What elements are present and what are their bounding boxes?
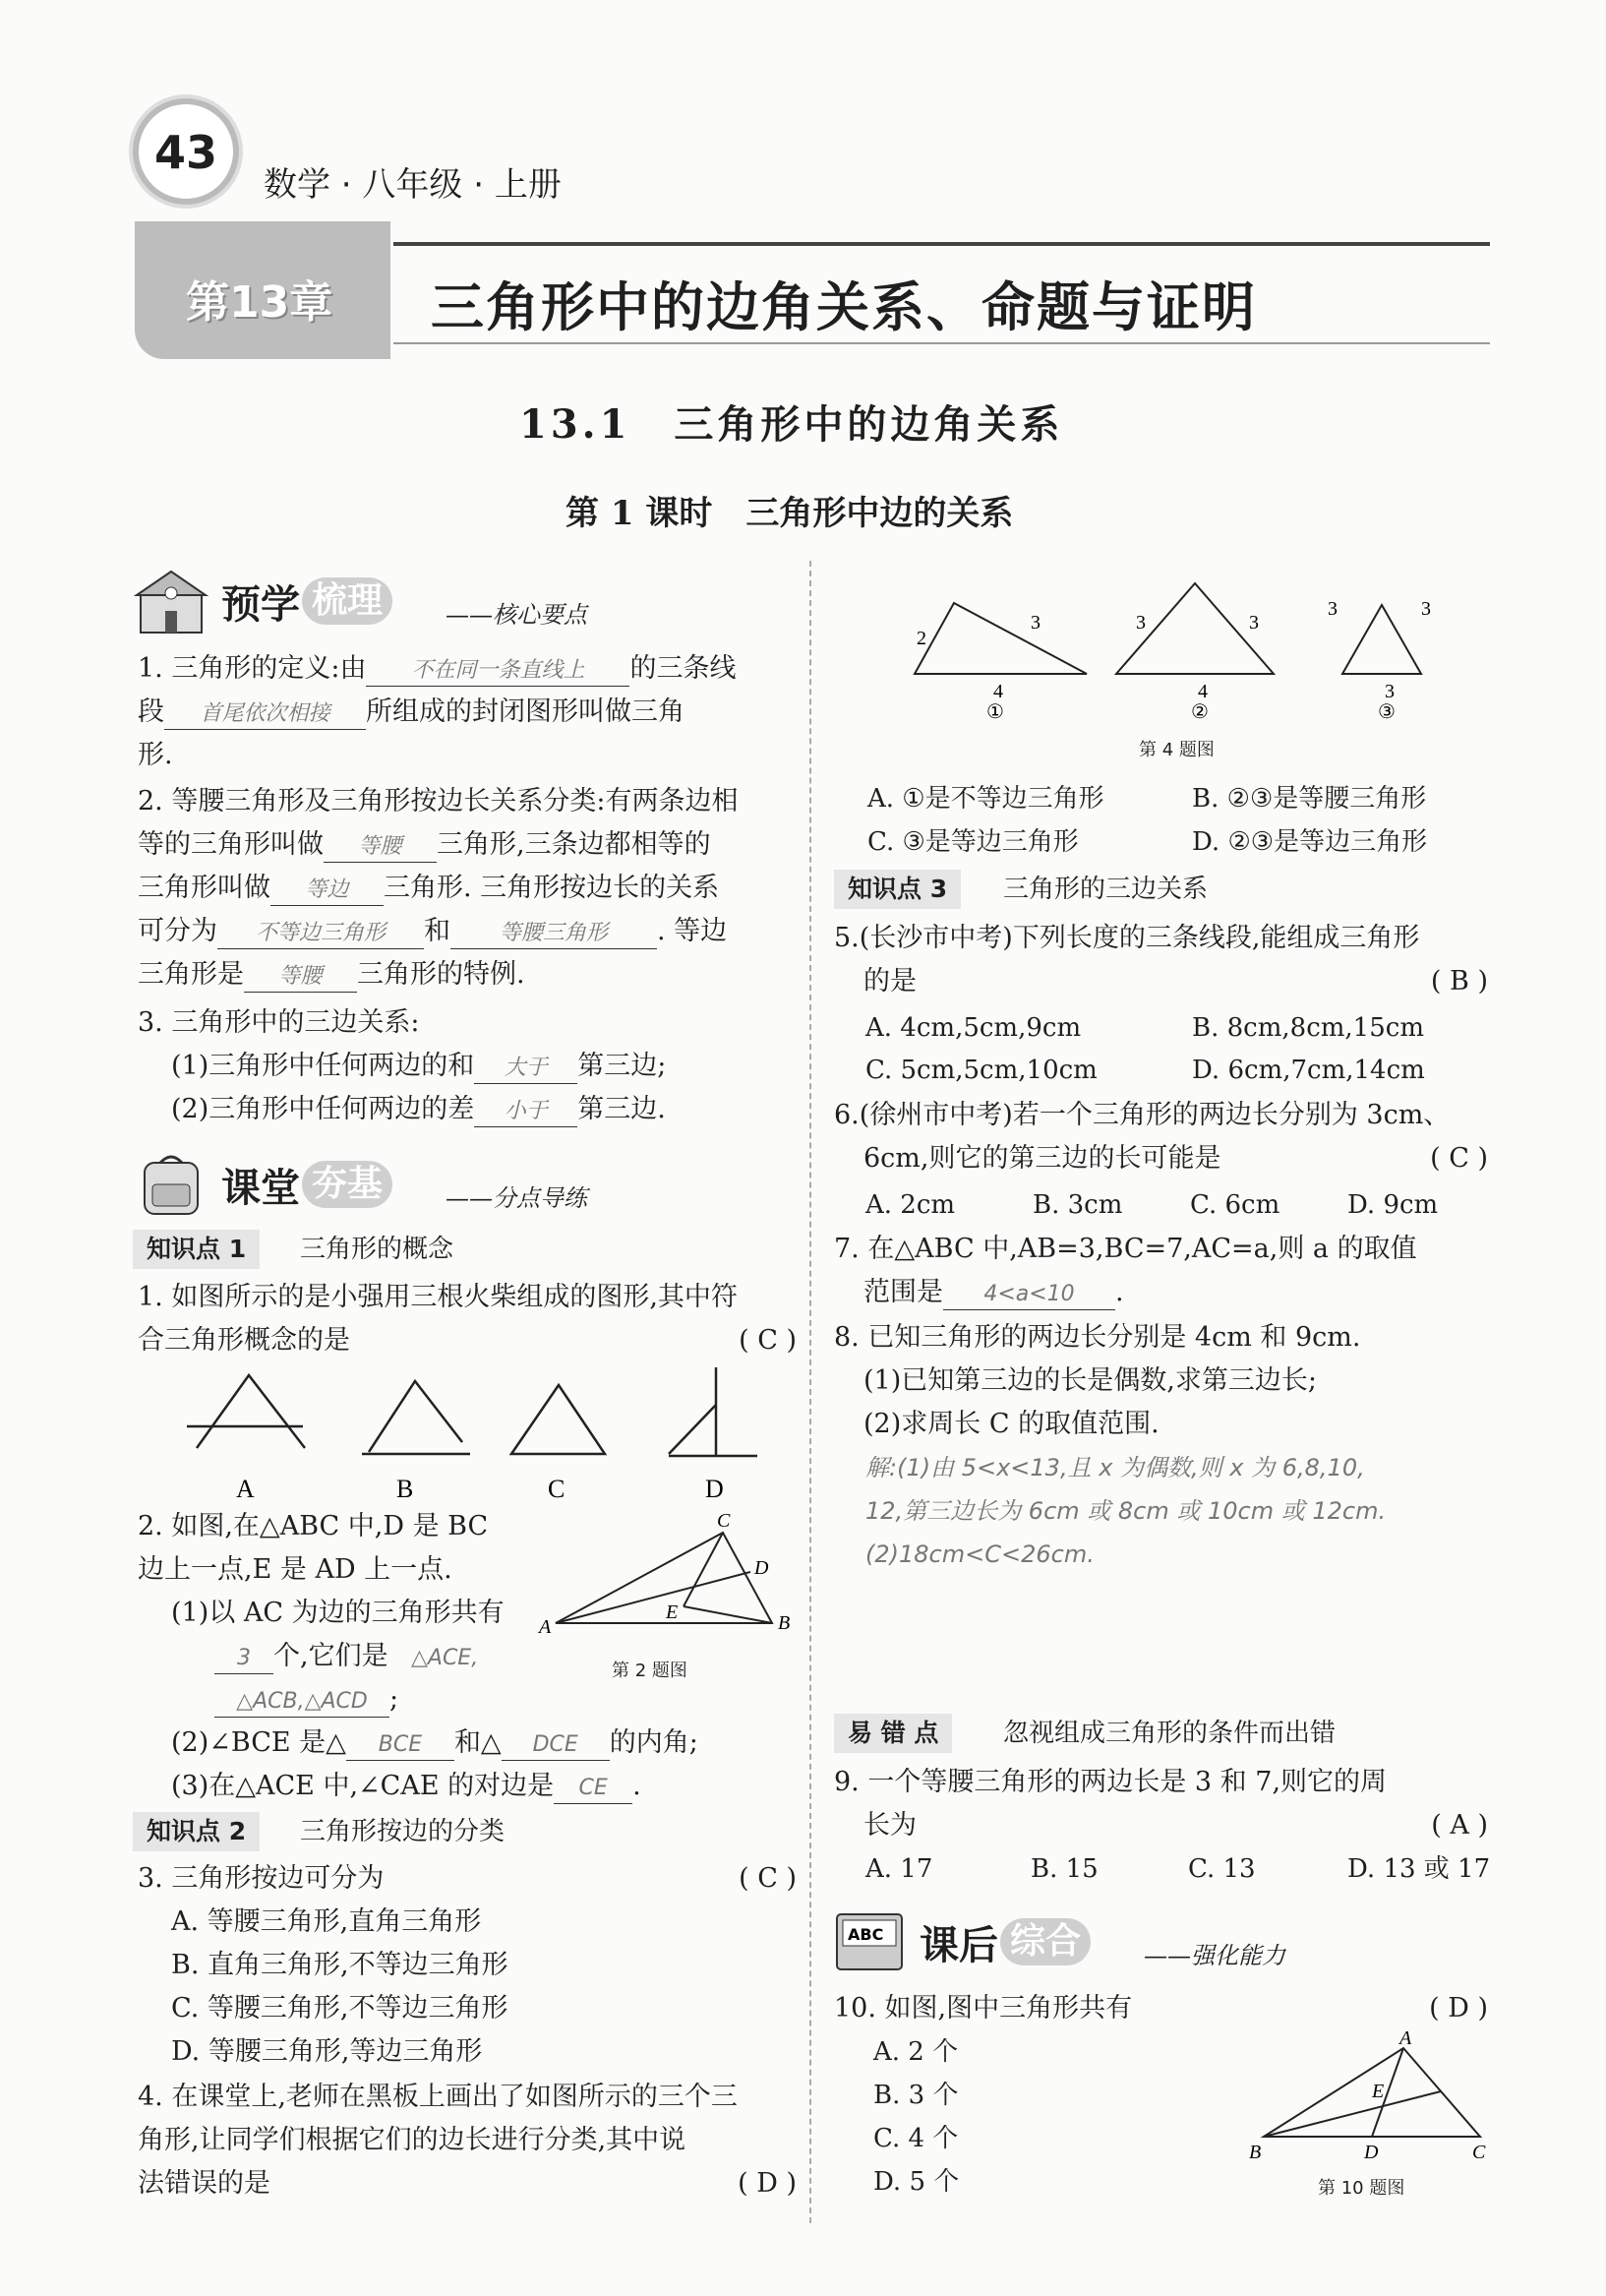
question-1: 1. 如图所示的是小强用三根火柴组成的图形,其中符 合三角形概念的是 ( C ) bbox=[138, 1282, 797, 1356]
question-9: 9. 一个等腰三角形的两边长是 3 和 7,则它的周 长为 ( A ) bbox=[834, 1767, 1488, 1841]
svg-text:3: 3 bbox=[1328, 598, 1338, 620]
pre-q3: 3. 三角形中的三边关系: (1)三角形中任何两边的和 大于 第三边; (2)三角形中任何两边的差 小于 第三边. bbox=[138, 1001, 797, 1131]
knowledge-point-2-title: 三角形按边的分类 bbox=[300, 1817, 506, 1846]
page-badge bbox=[133, 98, 239, 205]
pre-q2: 2. 等腰三角形及三角形按边长关系分类:有两条边相 等的三角形叫做 等腰 三角形,三条边都相等的 三角形叫做 等边 三角形. 三角形按边长的关系 可分为 不等边三角形 和 等腰三角形 . 等边 三角形是 等腰 三角形的特例. bbox=[138, 780, 797, 997]
fig-b bbox=[369, 1381, 462, 1452]
svg-text:①: ① bbox=[986, 701, 1004, 723]
error-point-label: 易 错 点 bbox=[834, 1714, 952, 1753]
question-4: 4. 在课堂上,老师在黑板上画出了如图所示的三个三 角形,让同学们根据它们的边长进行分类,其中说 法错误的是 ( D ) bbox=[138, 2082, 797, 2199]
svg-text:3: 3 bbox=[1421, 598, 1431, 620]
q10-caption: 第 10 题图 bbox=[1318, 2178, 1405, 2199]
svg-text:B: B bbox=[1249, 2142, 1262, 2163]
school-icon bbox=[133, 566, 211, 634]
svg-text:4: 4 bbox=[993, 681, 1003, 702]
class-tag: ——分点导练 bbox=[446, 1184, 587, 1212]
knowledge-point-3-title: 三角形的三边关系 bbox=[1003, 875, 1209, 904]
lesson-title: 第 1 课时 三角形中边的关系 bbox=[565, 494, 1014, 533]
after-sub: 综合 bbox=[1000, 1918, 1091, 1965]
book-title: 数学 · 八年级 · 上册 bbox=[264, 165, 562, 205]
question-5: 5.(长沙市中考)下列长度的三条线段,能组成三角形 的是 ( B ) bbox=[834, 923, 1488, 997]
error-point-title: 忽视组成三角形的条件而出错 bbox=[1003, 1719, 1337, 1748]
chapter-title: 三角形中的边角关系、命题与证明 bbox=[431, 276, 1257, 338]
class-sub: 夯基 bbox=[302, 1161, 392, 1208]
svg-text:D: D bbox=[1364, 2142, 1379, 2163]
svg-text:2: 2 bbox=[917, 628, 926, 649]
q4-figures bbox=[865, 556, 1495, 723]
header-rule-bottom bbox=[393, 342, 1490, 344]
svg-text:3: 3 bbox=[1385, 681, 1395, 702]
knowledge-point-3-label: 知识点 3 bbox=[834, 870, 961, 909]
section-header-after bbox=[831, 1906, 1382, 1975]
q2-caption: 第 2 题图 bbox=[612, 1661, 687, 1681]
fig-c bbox=[511, 1385, 605, 1454]
svg-text:E: E bbox=[1372, 2081, 1385, 2102]
label-d: D bbox=[705, 1475, 724, 1503]
q10-figure bbox=[1244, 2028, 1500, 2166]
svg-text:C: C bbox=[1472, 2142, 1486, 2163]
pre-q1: 1. 三角形的定义:由 不在同一条直线上 的三条线 段 首尾依次相接 所组成的封闭图形叫做三角 形. bbox=[138, 653, 737, 770]
section-title: 13.1 三角形中的边角关系 bbox=[519, 401, 1064, 448]
knowledge-point-1-label: 知识点 1 bbox=[133, 1230, 260, 1269]
header-rule bbox=[393, 242, 1490, 246]
question-3: 3. 三角形按边可分为 ( C ) A. 等腰三角形,直角三角形 B. 直角三角形,不等边三角形 C. 等腰三角形,不等边三角形 D. 等腰三角形,等边三角形 bbox=[138, 1863, 797, 2067]
svg-text:A: A bbox=[1399, 2028, 1412, 2049]
label-a: A bbox=[236, 1475, 255, 1503]
q4-caption: 第 4 题图 bbox=[1139, 740, 1215, 760]
svg-text:C: C bbox=[717, 1510, 731, 1532]
svg-text:3: 3 bbox=[1136, 612, 1146, 634]
section-header-pre bbox=[133, 566, 684, 634]
svg-text:③: ③ bbox=[1378, 701, 1396, 723]
svg-text:E: E bbox=[666, 1601, 679, 1623]
knowledge-point-2-label: 知识点 2 bbox=[133, 1812, 260, 1851]
q2-figure bbox=[536, 1505, 802, 1672]
pre-tag: ——核心要点 bbox=[446, 601, 587, 629]
svg-text:ABC: ABC bbox=[848, 1925, 884, 1944]
svg-text:3: 3 bbox=[1249, 612, 1259, 634]
page-number: 43 bbox=[153, 126, 217, 179]
backpack-icon bbox=[133, 1149, 211, 1218]
question-7: 7. 在△ABC 中,AB=3,BC=7,AC=a,则 a 的取值 范围是 4<a<10 . bbox=[834, 1228, 1488, 1314]
svg-text:B: B bbox=[778, 1612, 791, 1634]
pre-main: 预学 bbox=[221, 582, 300, 628]
svg-text:3: 3 bbox=[1031, 612, 1041, 634]
question-10: 10. 如图,图中三角形共有 ( D ) bbox=[834, 1993, 1488, 2024]
book-icon bbox=[831, 1906, 910, 1975]
fig-a bbox=[197, 1375, 305, 1448]
class-main: 课堂 bbox=[221, 1166, 300, 1211]
label-b: B bbox=[396, 1475, 414, 1503]
question-6: 6.(徐州市中考)若一个三角形的两边长分别为 3cm、 6cm,则它的第三边的长可能是 ( C ) bbox=[834, 1100, 1488, 1174]
svg-text:A: A bbox=[539, 1616, 552, 1638]
after-main: 课后 bbox=[920, 1923, 998, 1968]
svg-text:②: ② bbox=[1191, 701, 1209, 723]
q1-figures bbox=[187, 1367, 777, 1515]
knowledge-point-1-title: 三角形的概念 bbox=[300, 1235, 454, 1264]
section-header-class bbox=[133, 1149, 684, 1218]
svg-text:D: D bbox=[754, 1557, 769, 1579]
after-tag: ——强化能力 bbox=[1144, 1942, 1285, 1969]
label-c: C bbox=[548, 1475, 565, 1503]
q8-solution: 解:(1)由 5<x<13,且 x 为偶数,则 x 为 6,8,10, 12,第三边长为 6cm 或 8cm 或 10cm 或 12cm. (2)18cm<C<26cm. bbox=[865, 1454, 1387, 1568]
pre-sub: 梳理 bbox=[302, 577, 392, 625]
question-8: 8. 已知三角形的两边长分别是 4cm 和 9cm. (1)已知第三边的长是偶数,求第三边长; (2)求周长 C 的取值范围. bbox=[834, 1322, 1361, 1439]
chapter-tag: 第13章 bbox=[135, 221, 390, 359]
question-2: 2. 如图,在△ABC 中,D 是 BC 边上一点,E 是 AD 上一点. (1)以 AC 为边的三角形共有 3 个,它们是 △ACE, △ACB,△ACD ; (2)∠BCE 是△ BCE 和△ DCE 的内角; (3)在△ACE 中,∠CAE 的对边是 CE . bbox=[138, 1505, 797, 1808]
svg-text:4: 4 bbox=[1198, 681, 1208, 702]
column-divider bbox=[809, 561, 811, 2223]
